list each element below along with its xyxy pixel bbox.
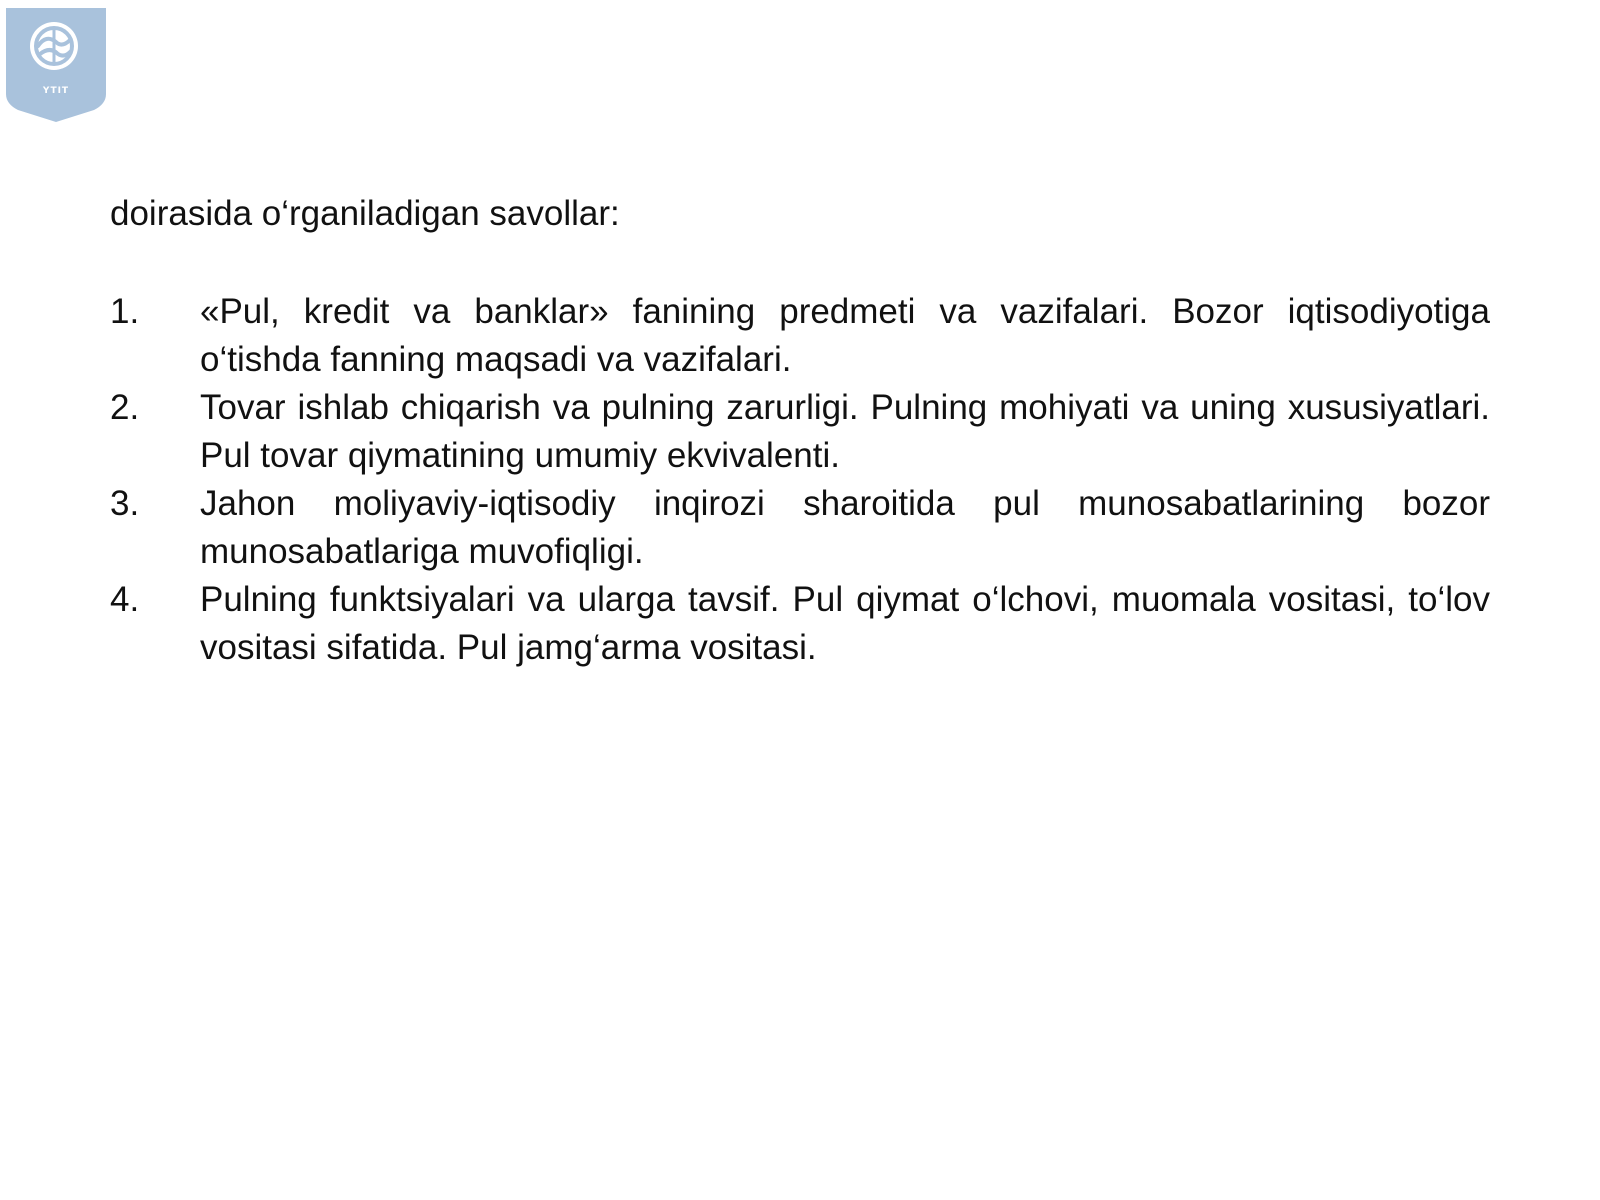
topics-list <box>110 288 1490 672</box>
topic-number: 3. <box>110 484 140 523</box>
shield-emblem-icon <box>6 8 106 122</box>
institution-logo <box>6 8 106 122</box>
logo-text: YTIT <box>42 86 70 96</box>
topic-item <box>110 288 1490 384</box>
topic-text: Jahon moliyaviy-iqtisodiy inqirozi sharoitida pul munosabatlarining bozor munosabatlariga muvofiqligi. <box>200 484 1490 571</box>
slide-content <box>110 190 1490 672</box>
topic-item <box>110 480 1490 576</box>
topic-item <box>110 576 1490 672</box>
topic-text: Tovar ishlab chiqarish va pulning zarurligi. Pulning mohiyati va uning xususiyatlari. Pul tovar qiymatining umumiy ekvivalenti. <box>200 388 1490 475</box>
topic-item <box>110 384 1490 480</box>
intro-text: doirasida o‘rganiladigan savollar: <box>110 194 620 233</box>
topic-text: Pulning funktsiyalari va ularga tavsif. Pul qiymat o‘lchovi, muomala vositasi, to‘lov vositasi sifatida. Pul jamg‘arma vositasi. <box>200 580 1490 667</box>
topic-text: «Pul, kredit va banklar» fanining predmeti va vazifalari. Bozor iqtisodiyotiga o‘tishda fanning maqsadi va vazifalari. <box>200 292 1490 379</box>
topic-number: 4. <box>110 580 140 619</box>
topic-number: 1. <box>110 292 140 331</box>
topic-number: 2. <box>110 388 140 427</box>
